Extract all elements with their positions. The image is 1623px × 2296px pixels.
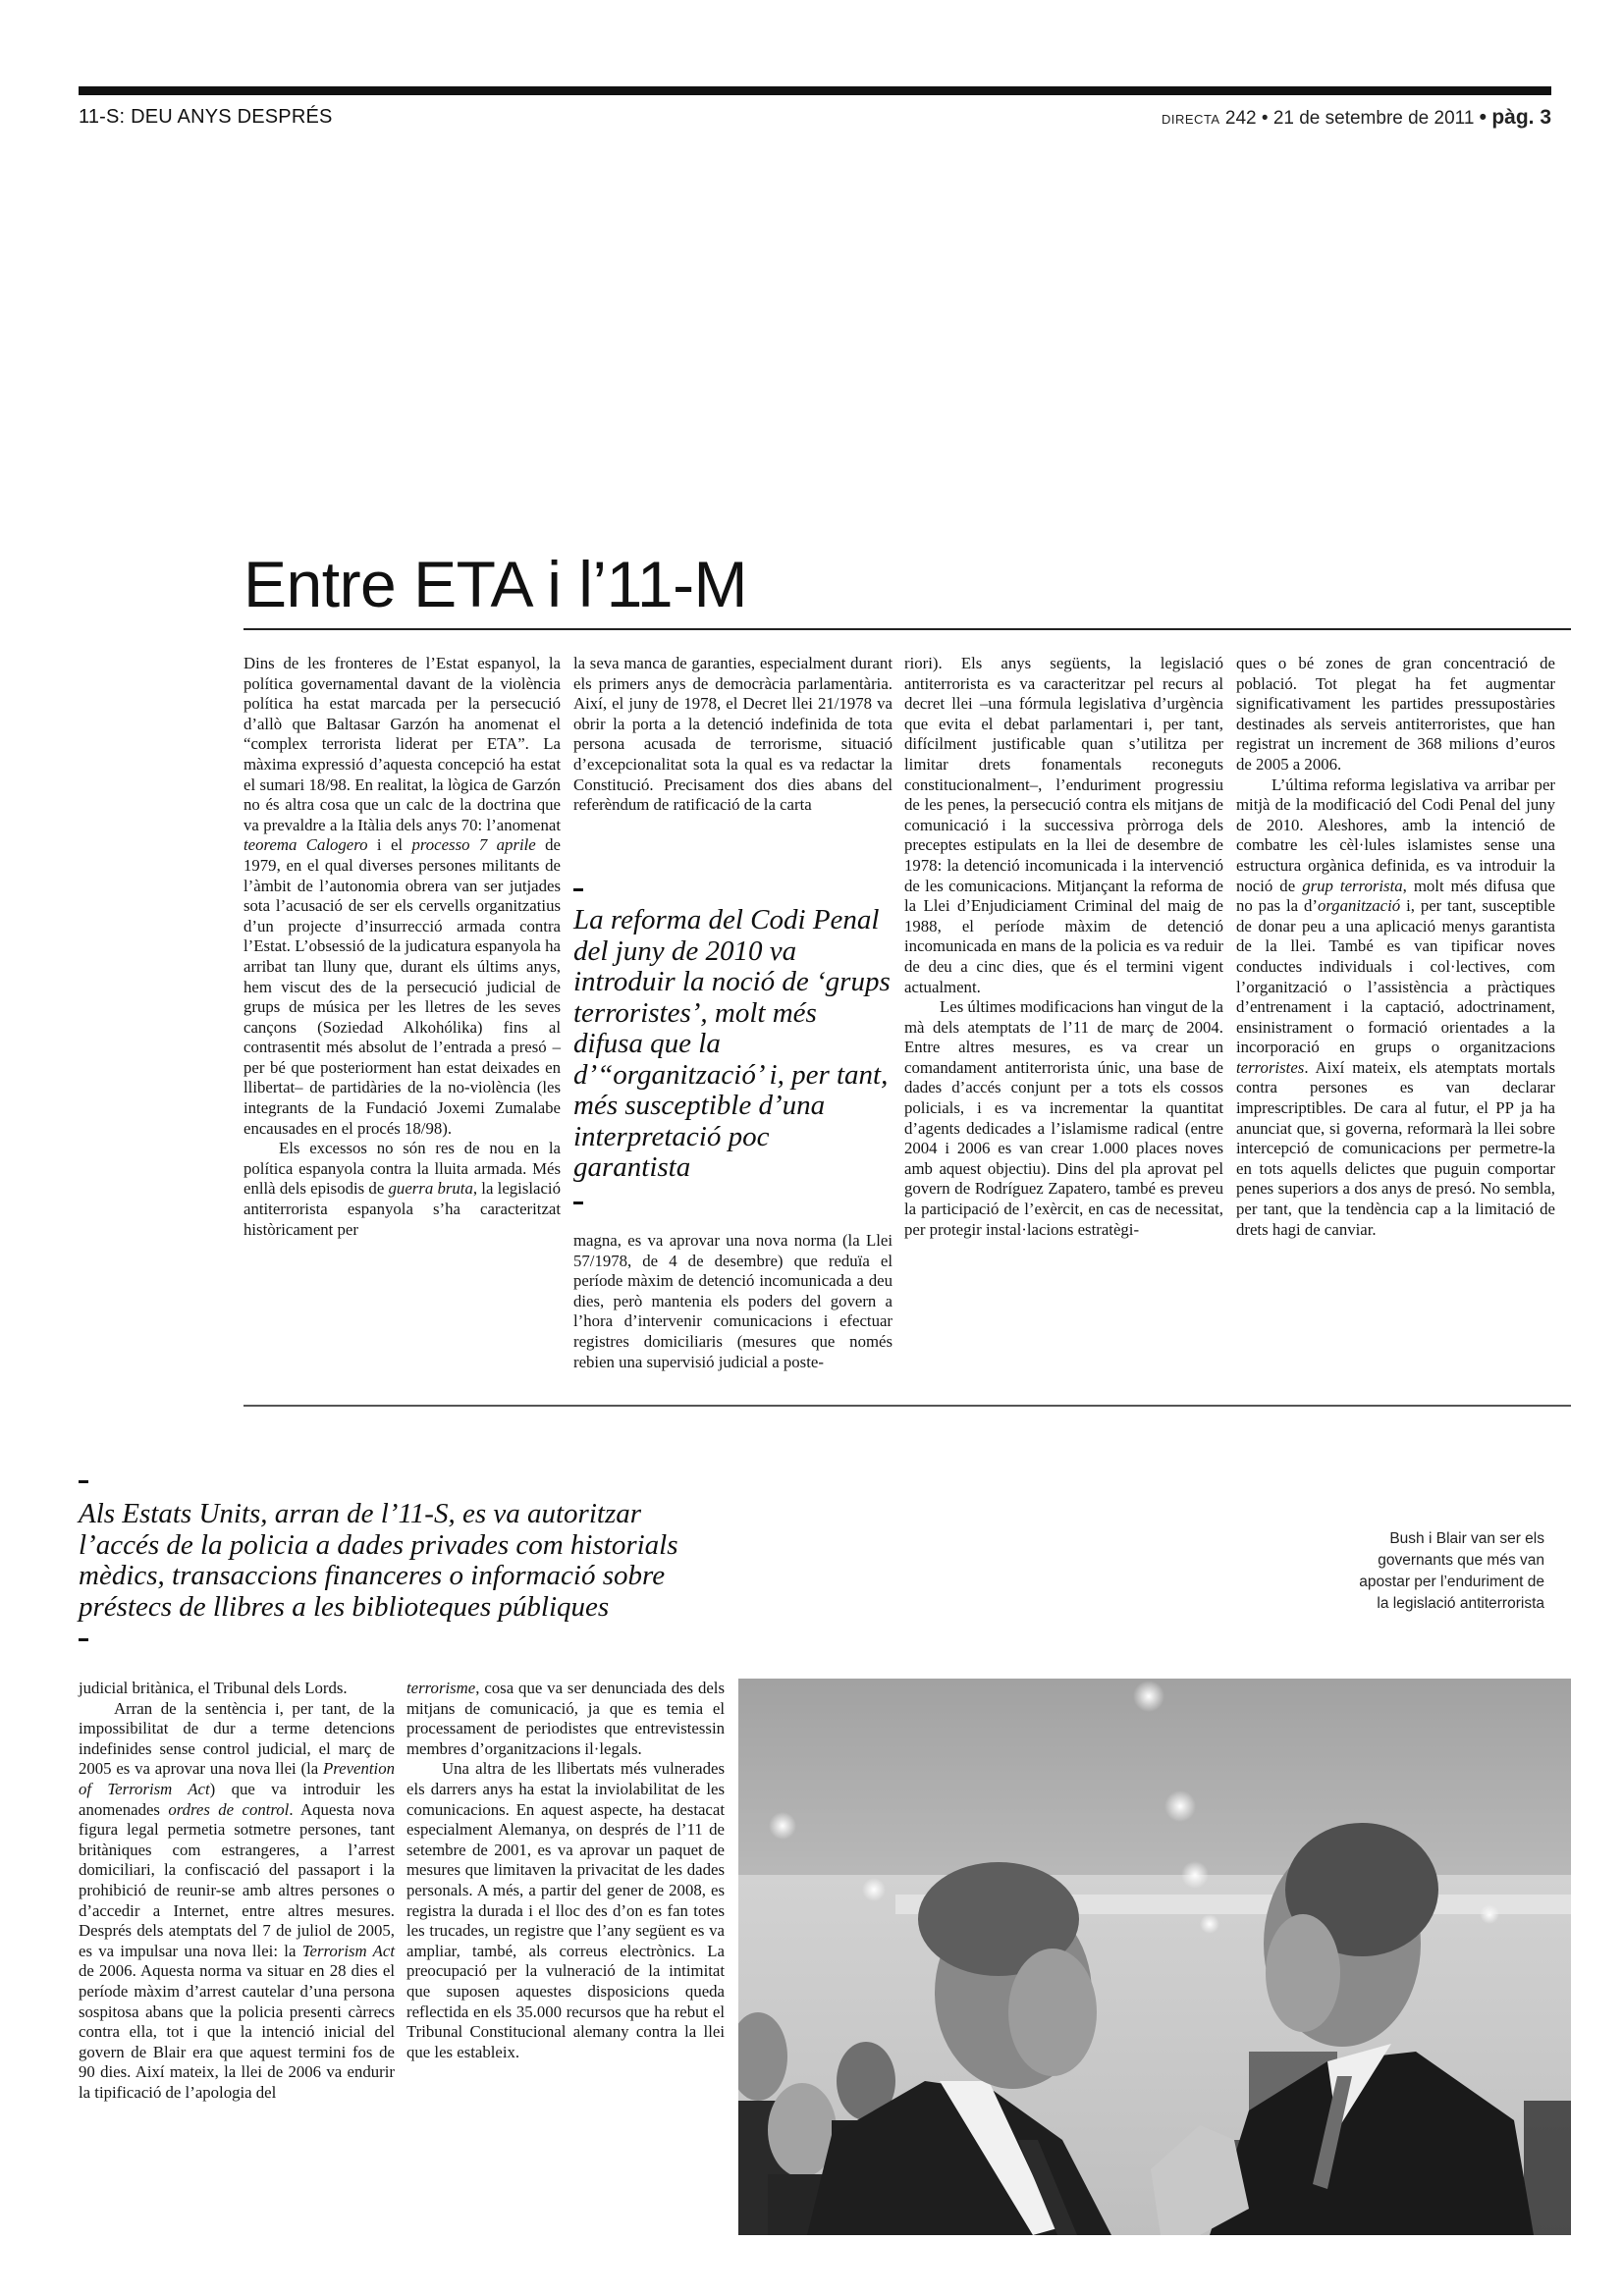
paragraph [573, 654, 893, 816]
photo-bush-blair [738, 1679, 1571, 2235]
separator: • [1261, 108, 1269, 129]
publication-name: DIRECTA [1162, 112, 1220, 127]
running-head [79, 106, 1551, 135]
italic-text: Prevention of Terrorism Act [79, 1759, 395, 1798]
headline-rule [243, 628, 1571, 630]
text-run: de 1979, en el qual diverses persones militants de l’àmbit de l’autonomia obrera van ser jutjades sota l’acusació de ser els cervells organitzatius d’un projecte d’insurrecció armada contra l’Estat. L’obsessió de la judicatura espanyola ha arribat tan lluny que, durant els últims anys, hem viscut des de la persecució judicial de grups de música per les lletres de les seves cançons (Soziedad Alkohólika) fins al contrasentit més absolut de l’entrada a presó –per bé que posteriorment han estat deixades en llibertat– de partidàries de la no-violència (les integrants de la Fundació Joxemi Zumalabe encausades en el procés 18/98). [243, 835, 561, 1138]
text-run: judicial britànica, el Tribunal dels Lords. [79, 1679, 348, 1697]
issue-number: 242 [1224, 108, 1257, 129]
issue-date: 21 de setembre de 2011 [1272, 108, 1475, 129]
pull-quote-lower [79, 1480, 717, 1641]
italic-text: Terrorism Act [301, 1941, 395, 1960]
article-column-4 [1236, 654, 1555, 1240]
article-column-2-top [573, 654, 893, 816]
paragraph [904, 654, 1223, 997]
italic-text: teorema Calogero [243, 835, 368, 855]
pull-quote-dash [573, 888, 583, 891]
top-rule [79, 86, 1551, 95]
text-run: L’última reforma legislativa va arribar per mitjà de la modificació del Codi Penal del juny de 2010. Aleshores, amb la intenció de combatre les cèl·lules islamistes sense una estructura orgànica definida, es va introduir la noció de [1236, 774, 1555, 895]
photo-image [738, 1679, 1571, 2235]
article-column-1 [243, 654, 561, 1240]
section-divider [243, 1405, 1571, 1407]
page-number: pàg. 3 [1491, 106, 1551, 129]
text-run: , cosa que va ser denunciada des dels mitjans de comunicació, ja que es temia el processament de periodistes que entrevistessin membres d’organitzacions il·legals. [406, 1679, 725, 1758]
text-run: la seva manca de garanties, especialment durant els primers anys de democràcia parlamentària. Així, el juny de 1978, el Decret llei 21/1978 va obrir la porta a la detenció indefinida de tota persona acusada de terrorisme, situació d’excepcionalitat sota la qual es va redactar la Constitució. Precisament dos dies abans del referèndum de ratificació de la carta [573, 654, 893, 815]
text-run: i, per tant, susceptible de donar peu a una aplicació menys garantista de la llei. També es van tipificar noves conductes individuals i col·lectives, com l’organització o l’assistència a pràctiques d’entrenament i la captació, adoctrinament, ensinistrament o formació orientades a la incorporació en grups o organitzacions [1236, 896, 1555, 1057]
text-run: magna, es va aprovar una nova norma (la Llei 57/1978, de 4 de desembre) que reduïa el període màxim de detenció incomunicada a deu dies, però mantenia els poders del govern a l’hora d’intervenir comunicacions i efectuar registres domiciliaris (mesures que només rebien una supervisió judicial a poste- [573, 1231, 893, 1371]
pull-quote [573, 888, 893, 1204]
italic-text: organització [1317, 896, 1401, 916]
paragraph [573, 1231, 893, 1372]
pull-quote-dash [79, 1638, 88, 1641]
italic-text: terroristes [1236, 1057, 1305, 1077]
paragraph [904, 997, 1223, 1240]
pull-quote-dash [79, 1480, 88, 1483]
section-label: 11-S: DEU ANYS DESPRÉS [79, 106, 333, 128]
text-run: de 2006. Aquesta norma va situar en 28 dies el període màxim d’arrest cautelar d’una persona sospitosa abans que la policia presenti càrrecs contra ella, tot i que la intenció inicial del govern de Blair era que aquest termini fos de 90 dies. Així mateix, la llei de 2006 va endurir la tipificació de l’apologia del [79, 1961, 395, 2102]
paragraph [406, 1679, 725, 1759]
text-run: . Així mateix, els atemptats mortals contra persones es van declarar imprescriptibles. De cara al futur, el PP ja ha anunciat que, si governa, reformarà la llei sobre intercepció de comunicacions per permetre-la en tots aquells delictes que puguin comportar penes superiors a dos anys de presó. No sembla, per tant, que la tendència cap a la limitació de drets hagi de canviar. [1236, 1057, 1555, 1239]
text-run: Una altra de les llibertats més vulnerades els darrers anys ha estat la inviolabilitat de les comunicacions. En aquest aspecte, ha destacat especialment Alemanya, on després de l’11 de setembre de 2001, es va aprovar un paquet de mesures que limitaven la privacitat de les dades personals. A més, a partir del gener de 2008, es registra la durada i el lloc des d’on es fan totes les trucades, un registre que l’any següent es va ampliar, també, als correus electrònics. La preocupació per la vulneració de la intimitat que suposen aquestes disposicions queda reflectida en els 35.000 recursos que ha rebut el Tribunal Constitucional alemany contra la llei que les estableix. [406, 1759, 725, 2061]
article-column-2-bottom [573, 1231, 893, 1372]
pull-quote-text: Als Estats Units, arran de l’11-S, es va autoritzar l’accés de la policia a dades privades com historials mèdics, transaccions financeres o informació sobre préstecs de llibres a les biblioteques públiques [79, 1498, 678, 1623]
text-run: Dins de les fronteres de l’Estat espanyol, la política governamental davant de la violència política ha estat marcada per la persecució d’allò que Baltasar Garzón ha anomenat el “complex terrorista liderat per ETA”. La màxima expressió d’aquesta concepció ha estat el sumari 18/98. En realitat, la lògica de Garzón no és altra cosa que un calc de la doctrina que va prevaldre a la Itàlia dels anys 70: l’anomenat [243, 654, 561, 834]
lower-column-2 [406, 1679, 725, 2062]
text-run: . Aquesta nova figura legal permetia sotmetre persones, tant britàniques com estrangeres, a l’arrest domiciliari, la confiscació del passaport i la prohibició de reunir-se amb altres persones o d’accedir a Internet, entre altres mesures. Després dels atemptats del 7 de juliol de 2005, es va impulsar una nova llei: la [79, 1799, 395, 1960]
paragraph [243, 1139, 561, 1240]
photo-caption: Bush i Blair van ser els governants que més van apostar per l’enduriment de la legislació antiterrorista [1359, 1530, 1544, 1612]
folio [1162, 106, 1551, 130]
article-headline: Entre ETA i l’11-M [243, 548, 748, 620]
italic-text: terrorisme [406, 1679, 476, 1697]
italic-text: grup terrorista [1302, 876, 1403, 895]
text-run: Les últimes modificacions han vingut de la mà dels atemptats de l’11 de març de 2004. Entre altres mesures, es va crear un comandament antiterrorista únic, una base de dades d’accés conjunt per a tots els cossos policials, i es va incrementar la quantitat d’agents dedicades a l’islamisme radical (entre 2004 i 2006 es van crear 1.000 places noves amb aquest objectiu). Dins del pla aprovat pel govern de Rodríguez Zapatero, també es preveu la participació de l’exèrcit, en cas de necessitat, per protegir instal·lacions estratègi- [904, 997, 1223, 1239]
text-run: ques o bé zones de gran concentració de població. Tot plegat ha fet augmentar significativament les partides pressupostàries destinades als serveis antiterroristes, que han registrat un increment de 368 milions d’euros de 2005 a 2006. [1236, 654, 1555, 774]
paragraph [406, 1759, 725, 2062]
paragraph [79, 1699, 395, 2104]
text-run: Els excessos no són res de nou en la política espanyola contra la lluita armada. Més enllà dels episodis de [243, 1139, 561, 1199]
pull-quote-dash [573, 1201, 583, 1204]
paragraph [1236, 654, 1555, 775]
text-run: Arran de la sentència i, per tant, de la impossibilitat de dur a terme detencions indefinides sense control judicial, el març de 2005 es va aprovar una nova llei (la [79, 1698, 395, 1779]
text-run: riori). Els anys següents, la legislació antiterrorista es va caracteritzar pel recurs al decret llei –una fórmula legislativa d’urgència que evita el debat parlamentari i, per tant, difícilment justificable quan s’utilitza per limitar drets fonamentals reconeguts constitucionalment–, l’enduriment progressiu de les penes, la persecució contra els mitjans de comunicació i la successiva pròrroga dels preceptes estipulats en la llei de desembre de 1978: la detenció incomunicada i la intervenció de les comunicacions. Mitjançant la reforma de la Llei d’Enjudiciament Criminal del maig de 1988, el període màxim de detenció incomunicada en mans de la policia es va reduir de deu a cinc dies, que és el termini vigent actualment. [904, 654, 1223, 996]
italic-text: processo 7 aprile [411, 835, 536, 855]
pull-quote-text: La reforma del Codi Penal del juny de 2010 va introduir la noció de ‘grups terroristes’, molt més difusa que la d’“organització’ i, per tant, més susceptible d’una interpretació poc garantista [573, 904, 891, 1183]
separator: • [1479, 106, 1488, 129]
paragraph [79, 1679, 395, 1699]
italic-text: guerra bruta [388, 1179, 473, 1199]
italic-text: ordres de control [168, 1799, 290, 1819]
text-run: , molt més difusa que no pas la d’ [1236, 876, 1555, 916]
lower-column-1 [79, 1679, 395, 2103]
paragraph [243, 654, 561, 1139]
paragraph [1236, 775, 1555, 1241]
article-column-3 [904, 654, 1223, 1240]
text-run: ) que va introduir les anomenades [79, 1779, 395, 1819]
text-run: , la legislació antiterrorista espanyola s’ha caracteritzat històricament per [243, 1179, 561, 1239]
text-run: i el [367, 835, 412, 855]
